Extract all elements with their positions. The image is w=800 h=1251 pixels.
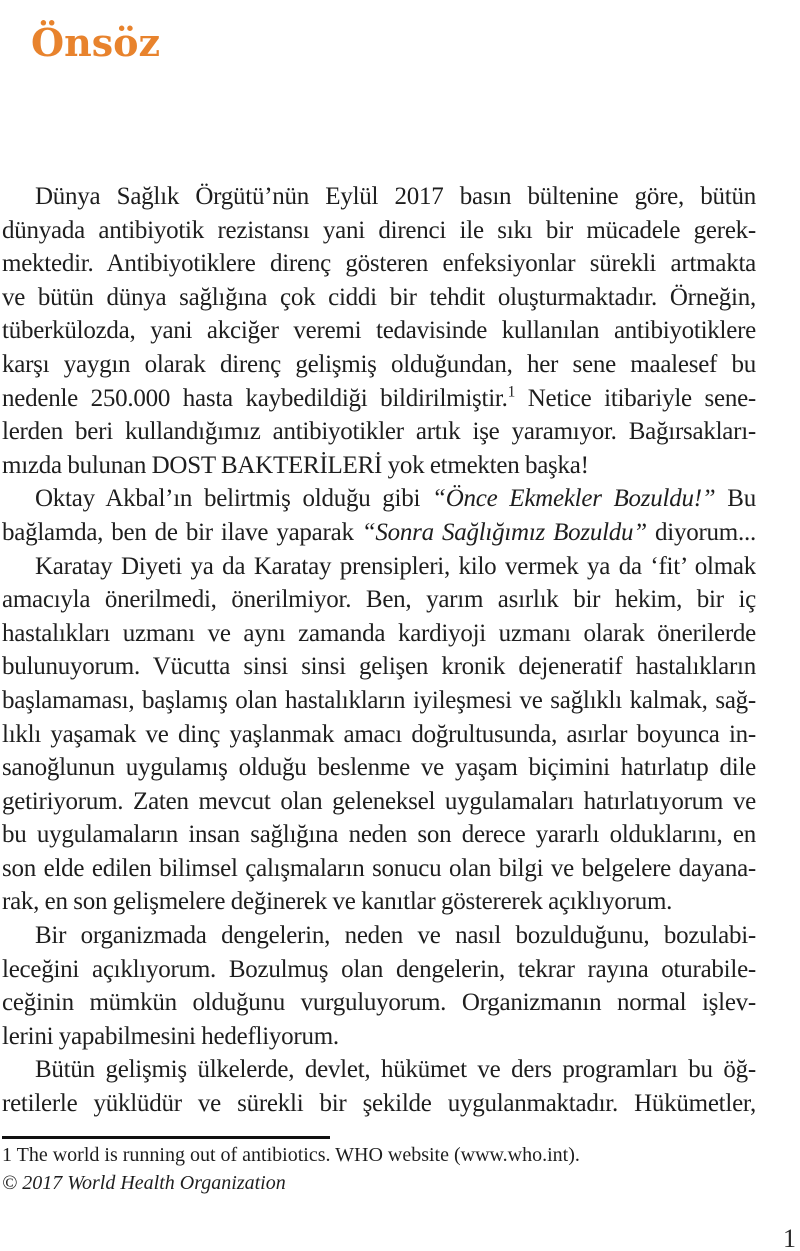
text-line: lerini yapabilmesini hedefliyorum.	[2, 1022, 339, 1050]
text-line: son elde edilen bilimsel çalışmaların sonucu olan bilgi ve belgelere dayana-	[2, 854, 756, 882]
footnote-copyright: © 2017 World Health Organization	[2, 1172, 286, 1194]
text-segment: Oktay Akbal’ın belirtmiş olduğu gibi	[35, 485, 433, 513]
text-line: amacıyla önerilmedi, önerilmiyor. Ben, yarım asırlık bir hekim, bir iç	[2, 586, 756, 614]
text-segment: Netice itibariyle sene-	[515, 384, 756, 412]
text-line: lıklı yaşamak ve dinç yaşlanmak amacı doğrultusunda, asırlar boyunca in-	[2, 720, 756, 748]
text-line: mızda bulunan DOST BAKTERİLERİ yok etmekten başka!	[2, 451, 589, 479]
text-line: başlamaması, başlamış olan hastalıkların iyileşmesi ve sağlıklı kalmak, sağ-	[2, 686, 756, 714]
text-line: Bir organizmada dengelerin, neden ve nasıl bozulduğunu, bozulabi-	[35, 922, 756, 950]
text-segment: Bu	[715, 485, 756, 513]
text-line: sanoğlunun uygulamış olduğu beslenme ve yaşam biçimini hatırlatıp dile	[2, 754, 756, 782]
text-line: lerden beri kullandığımız antibiyotikler artık işe yaramıyor. Bağırsakları-	[2, 418, 756, 446]
text-segment: nedenle 250.000 hasta kaybedildiği bildirilmiştir.	[2, 384, 508, 412]
text-line	[2, 382, 756, 416]
text-line: mektedir. Antibiyotiklere direnç gösteren enfeksiyonlar sürekli artmakta	[2, 250, 756, 278]
text-line: ceğinin mümkün olduğunu vurguluyorum. Organizmanın normal işlev-	[2, 989, 756, 1017]
page-title: Önsöz	[31, 20, 161, 66]
text-line: hastalıkları uzmanı ve aynı zamanda kardiyoji uzmanı olarak önerilerde	[2, 619, 756, 647]
text-line: Karatay Diyeti ya da Karatay prensipleri, kilo vermek ya da ‘fit’ olmak	[35, 552, 756, 580]
footnote-divider	[2, 1136, 330, 1139]
text-line: getiriyorum. Zaten mevcut olan geleneksel uygulamaları hatırlatıyorum ve	[2, 787, 756, 815]
page-number: 1	[783, 1224, 796, 1251]
footnote	[2, 1141, 756, 1197]
body-text	[2, 180, 756, 1121]
text-line: retilerle yüklüdür ve sürekli bir şekilde uygulanmaktadır. Hükümetler,	[2, 1090, 756, 1118]
text-line: bu uygulamaların insan sağlığına neden son derece yararlı olduklarını, en	[2, 821, 756, 849]
text-line	[2, 516, 756, 550]
text-segment: bağlamda, ben de bir ilave yaparak	[2, 518, 362, 546]
footnote-reference: 1 The world is running out of antibiotics. WHO website (www.who.int).	[2, 1144, 580, 1166]
text-line: leceğini açıklıyorum. Bozulmuş olan dengelerin, tekrar rayına oturabile-	[2, 955, 756, 983]
text-line: tüberkülozda, yani akciğer veremi tedavisinde kullanılan antibiyotiklere	[2, 317, 756, 345]
text-line: ve bütün dünya sağlığına çok ciddi bir tehdit oluşturmaktadır. Örneğin,	[2, 283, 756, 311]
text-line: dünyada antibiyotik rezistansı yani direnci ile sıkı bir mücadele gerek-	[2, 216, 756, 244]
quoted-title: “Sonra Sağlığımız Bozuldu”	[361, 518, 647, 546]
footnote-marker: 1	[507, 383, 516, 401]
text-line: Bütün gelişmiş ülkelerde, devlet, hükümet ve ders programları bu öğ-	[35, 1056, 756, 1084]
text-line: karşı yaygın olarak direnç gelişmiş olduğundan, her sene maalesef bu	[2, 350, 756, 378]
text-segment: diyorum...	[646, 518, 756, 546]
quoted-title: “Önce Ekmekler Bozuldu!”	[432, 485, 716, 513]
text-line: Dünya Sağlık Örgütü’nün Eylül 2017 basın bültenine göre, bütün	[35, 183, 756, 210]
text-line: rak, en son gelişmelere değinerek ve kanıtlar göstererek açıklıyorum.	[2, 888, 673, 916]
text-line	[2, 482, 756, 516]
text-line: bulunuyorum. Vücutta sinsi sinsi gelişen kronik dejeneratif hastalıkların	[2, 653, 756, 681]
